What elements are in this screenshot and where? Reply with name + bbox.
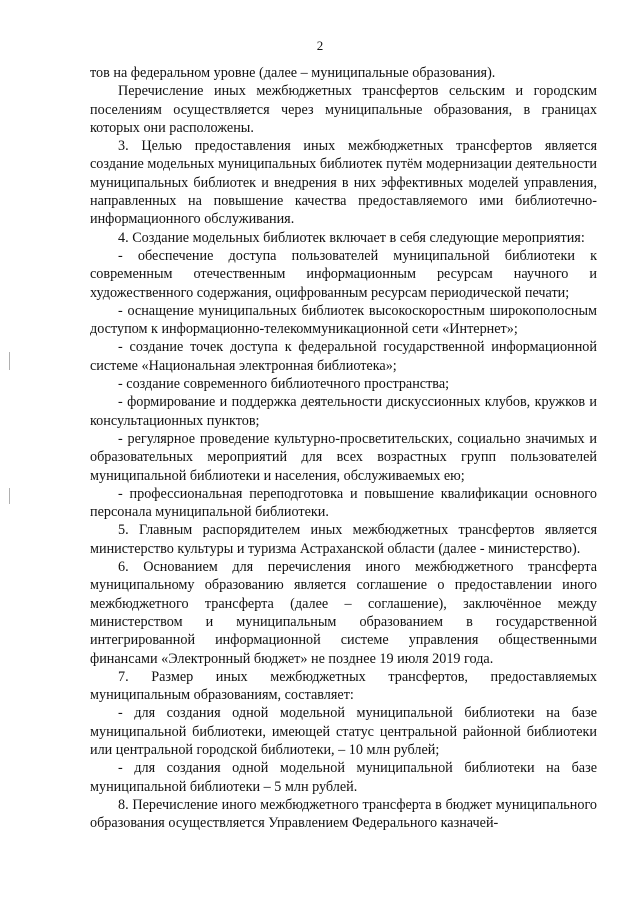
scan-edge-mark-top bbox=[9, 352, 10, 370]
list-item-access-resources: - обеспечение доступа пользователей муниципальной библиотеки к современным отечественным информационным ресурсам научного и художественного содержания, оцифрованным ресурсам периодической печати; bbox=[90, 247, 597, 301]
paragraph-4-measures: 4. Создание модельных библиотек включает в себя следующие мероприятия: bbox=[118, 229, 585, 246]
paragraph-6-agreement: 6. Основанием для перечисления иного межбюджетного трансферта муниципальному образованию является соглашение о предоставлении иного межбюджетного трансферта (далее – соглашение), заключённое между министерством и муниципальным образованием в государственной интегрированной информационной системе управления общественными финансами «Электронный бюджет» не позднее 19 июля 2019 года. bbox=[90, 559, 597, 667]
paragraph-continuation: тов на федеральном уровне (далее – муниципальные образования). bbox=[90, 65, 496, 81]
paragraph-5-administrator: 5. Главным распорядителем иных межбюджетных трансфертов является министерство культуры и туризма Астраханской области (далее - министерство). bbox=[90, 522, 597, 557]
paragraph-3-purpose: 3. Целью предоставления иных межбюджетных трансфертов является создание модельных муниципальных библиотек путём модернизации деятельности муниципальных библиотек и внедрения в них эффективных моделей управления, направленных на повышение качества предоставляемого ими библиотечно-информационного обслуживания. bbox=[90, 138, 597, 228]
paragraph-8-transfer: 8. Перечисление иного межбюджетного трансферта в бюджет муниципального образования осуществляется Управлением Федерального казначей- bbox=[90, 796, 597, 832]
list-item-training: - профессиональная переподготовка и повышение квалификации основного персонала муниципальной библиотеки. bbox=[90, 485, 597, 521]
scan-edge-mark-bottom bbox=[9, 488, 10, 504]
page-number: 2 bbox=[316, 38, 324, 53]
list-item-events: - регулярное проведение культурно-просветительских, социально значимых и образовательных мероприятий для всех возрастных групп пользователей муниципальной библиотеки и населения, обслуживаемых ею; bbox=[90, 430, 597, 484]
document-body bbox=[90, 64, 597, 832]
paragraph-7-amount: 7. Размер иных межбюджетных трансфертов, предоставляемых муниципальным образованиям, составляет: bbox=[90, 668, 597, 704]
list-item-library-space: - создание современного библиотечного пространства; bbox=[118, 376, 450, 393]
list-item-amount-central: - для создания одной модельной муниципальной библиотеки на базе муниципальной библиотеки, имеющей статус центральной районной библиотеки или центральной городской библиотеки, – 10 млн рублей; bbox=[90, 705, 597, 758]
list-item-neb-access: - создание точек доступа к федеральной государственной информационной системе «Национальная электронная библиотека»; bbox=[90, 339, 597, 374]
list-item-clubs: - формирование и поддержка деятельности дискуссионных клубов, кружков и консультационных пунктов; bbox=[90, 394, 597, 429]
list-item-amount-regular: - для создания одной модельной муниципальной библиотеки на базе муниципальной библиотеки – 5 млн рублей. bbox=[90, 760, 597, 795]
list-item-broadband: - оснащение муниципальных библиотек высокоскоростным широкополосным доступом к информационно-телекоммуникационной сети «Интернет»; bbox=[90, 302, 597, 338]
paragraph-settlements-transfer: Перечисление иных межбюджетных трансфертов сельским и городским поселениям осуществляется через муниципальные образования, в границах которых они расположены. bbox=[90, 83, 597, 136]
